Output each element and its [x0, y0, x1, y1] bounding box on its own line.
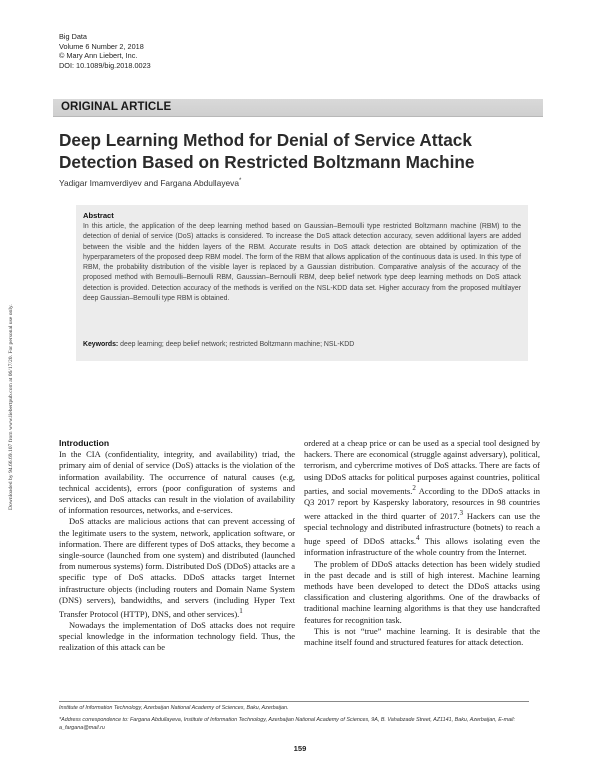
paragraph: The problem of DDoS attacks detection has been widely studied in the past decade and is still of high interest. Machine learning methods have been developed to detect the DDoS attacks using classification and clustering algorithms. One of the drawbacks of traditional machine learning algorithms is that they use handcrafted features for recognition task. [304, 558, 540, 625]
paragraph-text: According to the DDoS attacks in Q3 2017 report by Kaspersky laboratory, resources in 98 countries were attacked in the third quarter of 2017. [304, 485, 540, 521]
body-column-left [59, 438, 295, 654]
section-heading-introduction: Introduction [59, 438, 110, 448]
citation-ref[interactable]: 4 [416, 534, 420, 543]
correspondence-footnote: *Address correspondence to: Fargana Abdullayeva, Institute of Information Technology, Azerbaijan National Academy of Sciences, 9A, B. Vahabzade Street, AZ1141, Baku, Azerbaijan, E-mail: a_fargana@mail.ru [59, 717, 515, 731]
paragraph-text: DoS attacks are malicious actions that can prevent accessing of the legitimate users to the system, network, application software, or information. There are different types of DoS attacks, they become a single-source (launched from one system) and distributed (launched from numerous systems) form. Distributed DoS (DDoS) attacks are a specific type of DoS attacks. DDoS attacks target Internet infrastructure objects (including routers and Domain Name System (DNS) servers), bandwidths, and servers (including Hyper Text Transfer Protocol (HTTP), DNS, and other services). [59, 516, 295, 619]
author-line [59, 178, 241, 188]
paragraph-text: Hackers can use the special technology and distributed infrastructure (botnets) to reach a huge speed of DDoS attacks. [304, 510, 541, 547]
paragraph: Nowadays the implementation of DoS attacks does not require special knowledge in the information technology field. Thus, the realization of this attack can be [59, 620, 295, 653]
author-names: Yadigar Imamverdiyev and Fargana Abdullayeva [59, 178, 240, 188]
citation-ref[interactable]: 2 [412, 483, 416, 492]
citation-ref[interactable]: 3 [459, 509, 464, 518]
abstract-text: In this article, the application of the deep learning method based on Gaussian–Bernoulli type restricted Boltzmann machine (RBM) to the detection of denial of service (DoS) attacks is considered. To increase the DoS attack detection accuracy, seven additional layers are added between the visible and the hidden layers of the RBM. Accurate results in DoS attack detection are obtained by optimization of the hyperparameters of the proposed deep RBM model. The form of the RBM that allows application of the continuous data is used. In this type of RBM, the probability distribution of the visible layer is replaced by a Gaussian distribution. Comparative analysis of the accuracy of the proposed method with Bernoulli–Bernoulli RBM, Gaussian–Bernoulli RBM, deep belief network type deep learning methods on DoS attack detection is provided. Detection accuracy of the methods is verified on the NSL-KDD data set. Higher accuracy from the proposed multilayer deep Gaussian–Bernoulli type RBM is obtained. [83, 223, 521, 303]
download-watermark: Downloaded by 94.66.69.107 from www.liebertpub.com at 06/17/20. For personal use only. [8, 304, 14, 510]
journal-name: Big Data [59, 32, 87, 41]
keywords [83, 341, 521, 348]
journal-copyright: © Mary Ann Liebert, Inc. [59, 51, 138, 60]
abstract-box [76, 205, 528, 361]
journal-volume: Volume 6 Number 2, 2018 [59, 41, 144, 51]
footnote-divider [59, 701, 529, 702]
paragraph-text: This allows isolating even the information infrastructure of the whole country from the Internet. [304, 536, 541, 558]
paragraph: In the CIA (confidentiality, integrity, and availability) triad, the primary aim of denial of service (DoS) attacks is the violation of the information availability. The occurrence of natural causes (e.g, technical accidents), errors (poor configuration of systems and services), and DoS attacks can result in the violation of availability of information resources, networks, and e-services. [59, 449, 295, 516]
paragraph: This is not “true” machine learning. It is desirable that the machine itself found and structured features for attack detection. [304, 625, 540, 647]
abstract-heading: Abstract [83, 211, 114, 220]
abstract-content [83, 211, 521, 304]
paragraph [304, 438, 540, 559]
keywords-list: deep learning; deep belief network; restricted Boltzmann machine; NSL-KDD [120, 341, 355, 348]
body-column-right [304, 438, 540, 648]
paragraph-text: ordered at a cheap price or can be used as a special tool designed by hackers. There are economical (struggle against adversary), political, terrorism, and cybercrime motives of DoS attacks. There are facts of using DDoS attacks for political purposes against countries, political parties, and social movements. [304, 438, 540, 496]
article-title: Deep Learning Method for Denial of Service Attack Detection Based on Restricted Boltzmann Machine [59, 130, 475, 172]
citation-ref[interactable]: 1 [239, 607, 243, 616]
affiliation-footnote: Institute of Information Technology, Azerbaijan National Academy of Sciences, Baku, Azerbaijan. [59, 705, 289, 711]
journal-meta [59, 32, 151, 70]
author-mark: * [239, 178, 242, 185]
section-label: ORIGINAL ARTICLE [61, 101, 172, 113]
journal-doi[interactable]: DOI: 10.1089/big.2018.0023 [59, 60, 151, 70]
section-banner [53, 99, 543, 117]
page-number: 159 [293, 744, 307, 753]
paragraph [59, 516, 295, 620]
keywords-label: Keywords: [83, 341, 119, 348]
